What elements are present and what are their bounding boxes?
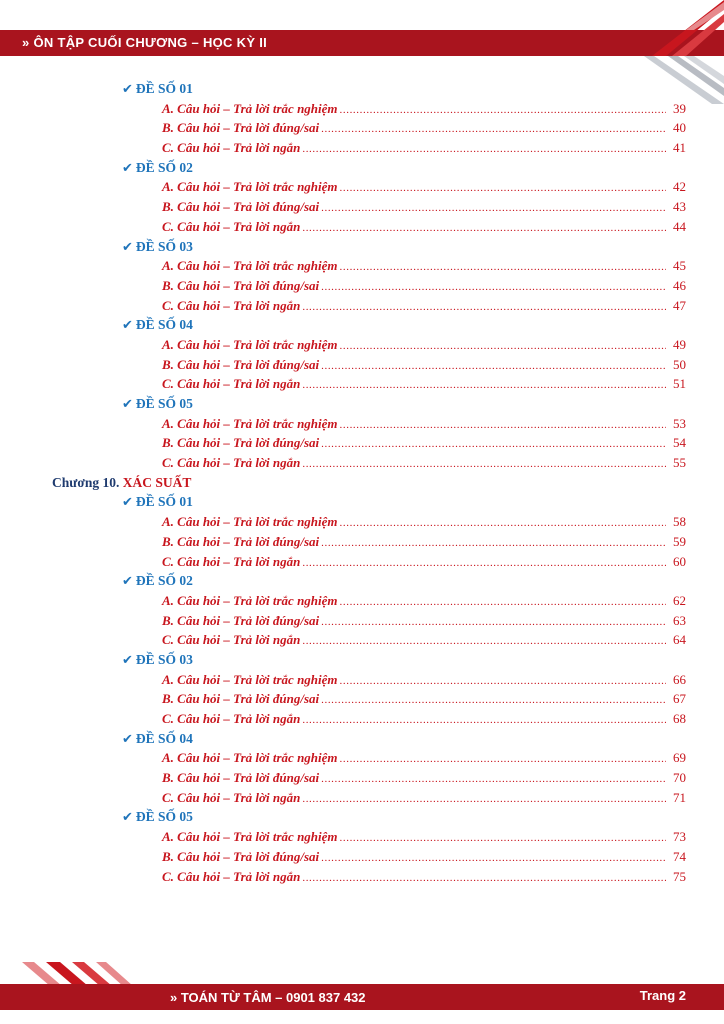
section-label: ĐỀ SỐ 02: [135, 159, 193, 175]
toc-item[interactable]: [0, 177, 724, 197]
toc-item-page: 47: [673, 297, 686, 313]
toc-section[interactable]: [0, 729, 724, 749]
section-title: [122, 729, 193, 750]
toc-item-page: 45: [673, 258, 686, 274]
toc-item-line: [162, 335, 686, 357]
toc-item-line: [162, 433, 686, 455]
toc-section[interactable]: [0, 315, 724, 335]
toc-item-page: 64: [673, 632, 686, 648]
toc-item-line: [162, 177, 686, 199]
toc-item-line: [162, 867, 686, 889]
toc-item-line: [162, 689, 686, 711]
section-title: [122, 571, 193, 592]
toc-item-line: [162, 827, 686, 849]
toc-item[interactable]: [0, 355, 724, 375]
toc-item-label: B. Câu hỏi – Trả lời đúng/sai: [162, 612, 320, 628]
toc-item-label: A. Câu hỏi – Trả lời trắc nghiệm: [162, 829, 338, 845]
toc-item-page: 54: [673, 435, 686, 451]
toc-item-line: [162, 355, 686, 377]
toc-item-label: C. Câu hỏi – Trả lời ngắn: [162, 789, 301, 805]
toc-item-label: C. Câu hỏi – Trả lời ngắn: [162, 632, 301, 648]
toc-item-label: A. Câu hỏi – Trả lời trắc nghiệm: [162, 514, 338, 530]
toc-item[interactable]: [0, 532, 724, 552]
check-icon: ✔: [122, 82, 133, 97]
section-label: ĐỀ SỐ 01: [135, 494, 193, 510]
toc-item[interactable]: [0, 512, 724, 532]
toc-item-line: [162, 414, 686, 436]
toc-item[interactable]: [0, 847, 724, 867]
check-icon: ✔: [122, 652, 133, 668]
toc-item-page: 68: [673, 711, 686, 726]
check-icon: ✔: [122, 731, 133, 747]
toc-item-line: [162, 217, 686, 239]
toc-item-line: [162, 197, 686, 219]
toc-item-page: 41: [673, 140, 686, 156]
toc-item[interactable]: [0, 670, 724, 690]
section-label: ĐỀ SỐ 04: [135, 730, 193, 746]
check-icon: ✔: [122, 495, 133, 511]
check-icon: ✔: [122, 239, 133, 255]
toc-item[interactable]: [0, 99, 724, 119]
toc-item-page: 60: [673, 553, 686, 569]
toc-item-label: C. Câu hỏi – Trả lời ngắn: [162, 711, 301, 726]
toc-item[interactable]: [0, 768, 724, 788]
section-label: ĐỀ SỐ 05: [135, 396, 193, 411]
toc-item-line: [162, 768, 686, 790]
section-title: [122, 158, 193, 179]
toc-item-line: [162, 374, 686, 396]
toc-item-page: 53: [673, 415, 686, 431]
toc-chapter[interactable]: [0, 473, 724, 493]
toc-item[interactable]: [0, 748, 724, 768]
chapter-name: XÁC SUẤT: [122, 474, 192, 490]
toc-item-line: [162, 788, 686, 810]
toc-item-page: 44: [673, 218, 686, 234]
toc-item-line: [162, 276, 686, 298]
toc-item-line: [162, 256, 686, 278]
header-title: » ÔN TẬP CUỐI CHƯƠNG – HỌC KỲ II: [22, 35, 268, 50]
toc-item-line: [162, 630, 686, 652]
section-title: [122, 492, 193, 513]
toc-item-label: C. Câu hỏi – Trả lời ngắn: [162, 553, 301, 569]
chapter-number: Chương 10.: [52, 474, 120, 490]
section-title: [122, 650, 193, 671]
toc-item-label: A. Câu hỏi – Trả lời trắc nghiệm: [162, 179, 338, 195]
toc-item-page: 43: [673, 199, 686, 215]
toc-item[interactable]: [0, 276, 724, 296]
section-title: [122, 807, 193, 828]
toc-item[interactable]: [0, 788, 724, 808]
toc-item-page: 62: [673, 592, 686, 608]
toc-item-label: B. Câu hỏi – Trả lời đúng/sai: [162, 199, 320, 215]
footer-author: » TOÁN TỪ TÂM – 0901 837 432: [170, 990, 366, 1005]
chapter-title: [52, 473, 191, 493]
toc-item-line: [162, 138, 686, 160]
toc-item-page: 70: [673, 770, 686, 786]
toc-section[interactable]: [0, 571, 724, 591]
toc-item-label: B. Câu hỏi – Trả lời đúng/sai: [162, 120, 320, 136]
toc-item-page: 58: [673, 514, 686, 530]
dot-leader: [302, 869, 666, 889]
toc-item-label: C. Câu hỏi – Trả lời ngắn: [162, 376, 301, 392]
check-icon: ✔: [122, 318, 133, 334]
toc-section[interactable]: [0, 79, 724, 99]
toc-item-line: [162, 611, 686, 633]
check-icon: ✔: [122, 160, 133, 176]
toc-item[interactable]: [0, 118, 724, 138]
toc-item-label: C. Câu hỏi – Trả lời ngắn: [162, 455, 301, 471]
section-label: ĐỀ SỐ 03: [135, 238, 193, 254]
toc-item[interactable]: [0, 433, 724, 453]
section-title: [122, 315, 193, 336]
toc-item[interactable]: [0, 689, 724, 709]
toc-item[interactable]: [0, 217, 724, 237]
toc-item-line: [162, 99, 686, 121]
toc-item-label: A. Câu hỏi – Trả lời trắc nghiệm: [162, 336, 338, 352]
toc-item-line: [162, 118, 686, 140]
toc-item-page: 69: [673, 750, 686, 766]
toc-item-page: 63: [673, 612, 686, 628]
toc-item-page: 39: [673, 100, 686, 116]
toc-item[interactable]: [0, 709, 724, 729]
section-label: ĐỀ SỐ 03: [135, 651, 193, 667]
toc-item-label: A. Câu hỏi – Trả lời trắc nghiệm: [162, 671, 338, 687]
toc-item-page: 49: [673, 336, 686, 352]
toc-item-label: B. Câu hỏi – Trả lời đúng/sai: [162, 691, 320, 707]
toc-section[interactable]: [0, 237, 724, 257]
toc-section[interactable]: [0, 394, 724, 414]
toc-item-page: 75: [673, 868, 686, 884]
toc-item[interactable]: [0, 630, 724, 650]
toc-item[interactable]: [0, 138, 724, 158]
toc-item[interactable]: [0, 256, 724, 276]
toc-item-page: 40: [673, 120, 686, 136]
toc-item[interactable]: [0, 611, 724, 631]
toc-section[interactable]: [0, 158, 724, 178]
table-of-contents: [0, 79, 724, 886]
check-icon: ✔: [122, 574, 133, 590]
toc-item[interactable]: [0, 374, 724, 394]
toc-item-page: 73: [673, 829, 686, 845]
toc-item-line: [162, 709, 686, 731]
section-label: ĐỀ SỐ 02: [135, 573, 193, 589]
toc-item-page: 55: [673, 455, 686, 471]
toc-item-line: [162, 532, 686, 554]
toc-item[interactable]: [0, 827, 724, 847]
toc-section[interactable]: [0, 492, 724, 512]
toc-item-line: [162, 591, 686, 613]
toc-item-line: [162, 296, 686, 318]
toc-item-label: A. Câu hỏi – Trả lời trắc nghiệm: [162, 750, 338, 766]
section-title: [122, 394, 193, 415]
check-icon: ✔: [122, 397, 133, 412]
toc-item-label: B. Câu hỏi – Trả lời đúng/sai: [162, 435, 320, 451]
toc-item-page: 71: [673, 789, 686, 805]
toc-item[interactable]: [0, 296, 724, 316]
toc-item-label: A. Câu hỏi – Trả lời trắc nghiệm: [162, 258, 338, 274]
toc-item-line: [162, 748, 686, 770]
toc-item-label: A. Câu hỏi – Trả lời trắc nghiệm: [162, 592, 338, 608]
toc-section[interactable]: [0, 807, 724, 827]
toc-item-page: 74: [673, 848, 686, 864]
toc-item[interactable]: [0, 453, 724, 473]
toc-item[interactable]: [0, 552, 724, 572]
section-label: ĐỀ SỐ 04: [135, 317, 193, 333]
toc-item-page: 50: [673, 356, 686, 372]
toc-item-label: B. Câu hỏi – Trả lời đúng/sai: [162, 533, 320, 549]
toc-item-label: C. Câu hỏi – Trả lời ngắn: [162, 297, 301, 313]
toc-item-page: 46: [673, 277, 686, 293]
check-icon: ✔: [122, 810, 133, 826]
toc-item[interactable]: [0, 591, 724, 611]
toc-item-label: A. Câu hỏi – Trả lời trắc nghiệm: [162, 415, 338, 431]
toc-item-label: A. Câu hỏi – Trả lời trắc nghiệm: [162, 100, 338, 116]
toc-item-page: 59: [673, 533, 686, 549]
section-label: ĐỀ SỐ 05: [135, 809, 193, 825]
toc-item-line: [162, 552, 686, 574]
toc-item-label: B. Câu hỏi – Trả lời đúng/sai: [162, 277, 320, 293]
toc-item[interactable]: [0, 335, 724, 355]
toc-item-line: [162, 453, 686, 475]
toc-item-line: [162, 847, 686, 869]
toc-item-label: C. Câu hỏi – Trả lời ngắn: [162, 140, 301, 156]
toc-item-label: C. Câu hỏi – Trả lời ngắn: [162, 868, 301, 884]
toc-item-page: 42: [673, 179, 686, 195]
toc-item-label: B. Câu hỏi – Trả lời đúng/sai: [162, 848, 320, 864]
toc-item-line: [162, 670, 686, 692]
page-number: Trang 2: [639, 988, 686, 1003]
toc-item-line: [162, 512, 686, 534]
toc-item-label: B. Câu hỏi – Trả lời đúng/sai: [162, 356, 320, 372]
toc-item-page: 51: [673, 376, 686, 392]
toc-item-page: 67: [673, 691, 686, 707]
toc-section[interactable]: [0, 650, 724, 670]
toc-item[interactable]: [0, 197, 724, 217]
section-title: [122, 79, 193, 100]
section-title: [122, 237, 193, 258]
toc-item-page: 66: [673, 671, 686, 687]
toc-item-label: B. Câu hỏi – Trả lời đúng/sai: [162, 770, 320, 786]
toc-item[interactable]: [0, 414, 724, 434]
toc-item-label: C. Câu hỏi – Trả lời ngắn: [162, 218, 301, 234]
section-label: ĐỀ SỐ 01: [135, 81, 193, 96]
toc-item[interactable]: [0, 867, 724, 887]
